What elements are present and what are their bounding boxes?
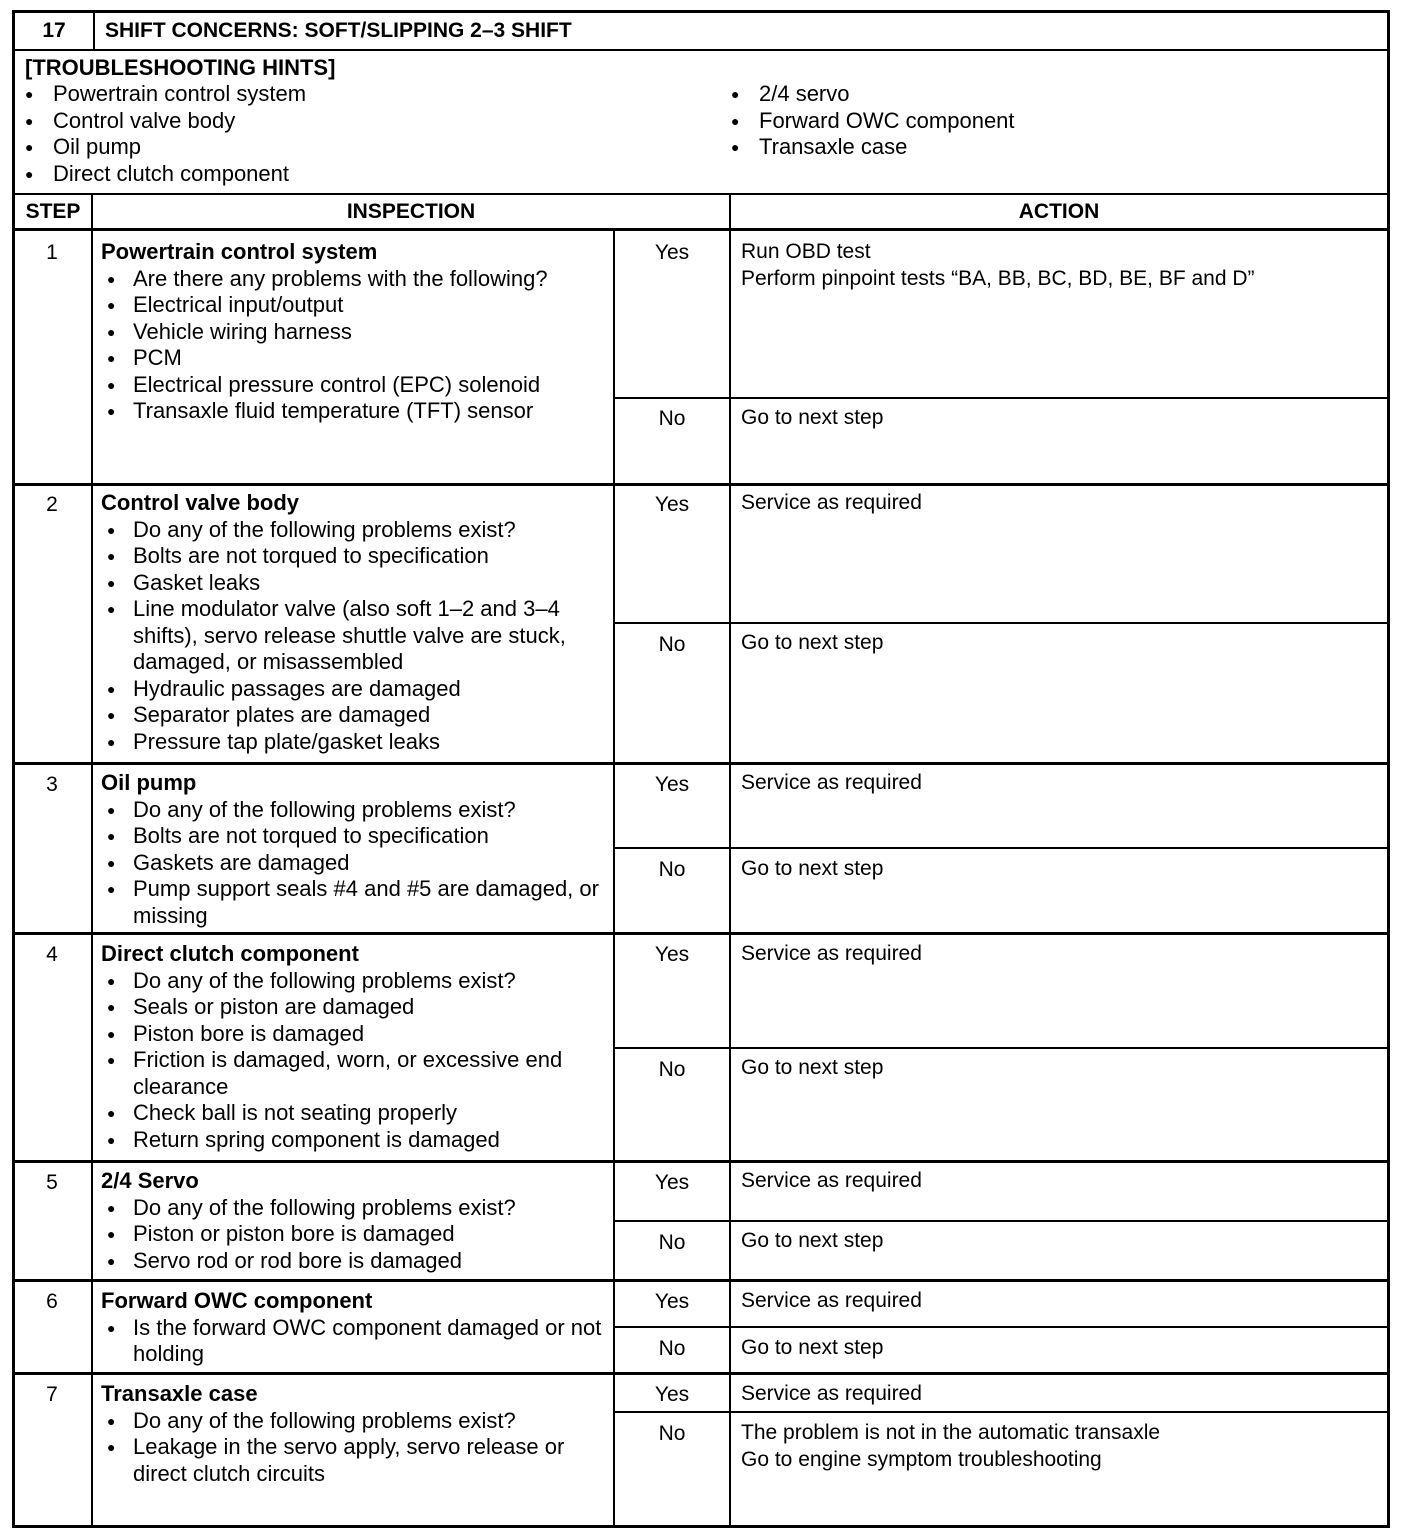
inspection-list [101,968,611,1154]
yes-no-divider [615,622,1387,624]
yes-no-divider [615,397,1387,399]
inspection-item: ● Servo rod or rod bore is damaged [101,1248,611,1275]
answer-yes: Yes [654,241,690,264]
action-yes [741,1288,922,1315]
inspection-item: ● Return spring component is damaged [101,1127,611,1154]
answer-yes: Yes [654,1171,690,1194]
answer-no: No [658,407,686,430]
inspection-item: ● Check ball is not seating properly [101,1100,611,1127]
action-no [741,1228,883,1255]
action-no [741,1335,883,1362]
answer-yes: Yes [654,493,690,516]
inspection-title: Forward OWC component [101,1288,373,1313]
answer-no: No [658,1058,686,1081]
concern-number: 17 [15,13,95,49]
answer-yes: Yes [654,943,690,966]
action-line: Go to engine symptom troubleshooting [741,1447,1102,1471]
action-line: Go to next step [741,1229,884,1252]
inspection-list [101,1408,611,1488]
step-inspection [101,941,611,1153]
action-yes [741,941,922,968]
inspection-item: ● Line modulator valve (also soft 1–2 and 3–4 shifts), servo release shuttle valve are stuck, damaged, or misassembled [101,596,611,676]
action-yes [741,770,922,797]
action-line: Service as required [741,1169,922,1192]
inspection-item: ● Piston or piston bore is damaged [101,1221,611,1248]
row-divider [15,932,1387,935]
hints-left-list [19,81,306,187]
inspection-item: ● Separator plates are damaged [101,702,611,729]
action-line: Go to next step [741,631,884,654]
action-line: Service as required [741,1382,922,1405]
action-yes [741,1381,922,1408]
inspection-list [101,266,613,425]
row-divider [15,1160,1387,1163]
inspection-list [101,517,611,756]
inspection-item: ● Is the forward OWC component damaged or not holding [101,1315,611,1368]
hint-item: ● 2/4 servo [725,81,1015,108]
step-inspection [101,1168,611,1274]
concern-title: SHIFT CONCERNS: SOFT/SLIPPING 2–3 SHIFT [105,19,572,42]
action-yes [741,239,1255,292]
step-inspection [101,1288,611,1368]
step-number: 5 [46,1171,58,1194]
yes-no-divider [615,1411,1387,1413]
inspection-item: ● Do any of the following problems exist? [101,1408,611,1435]
inspection-item: ● Bolts are not torqued to specification [101,823,611,850]
inspection-list [101,797,611,930]
action-no [741,630,883,657]
hint-item: ● Forward OWC component [725,108,1015,135]
inspection-item: ● Leakage in the servo apply, servo release or direct clutch circuits [101,1434,611,1487]
action-line: Service as required [741,942,922,965]
answer-yes: Yes [654,1290,690,1313]
inspection-item: ● Do any of the following problems exist? [101,968,611,995]
inspection-item: ● Electrical pressure control (EPC) solenoid [101,372,613,399]
inspection-title: Control valve body [101,490,300,515]
row-divider [15,483,1387,486]
inspection-item: ● PCM [101,345,613,372]
column-action-header: ACTION [731,193,1387,231]
inspection-item: ● Gaskets are damaged [101,850,611,877]
answer-column-divider [613,231,615,1525]
step-column-divider [91,193,93,1525]
step-inspection [101,770,611,929]
step-number: 7 [46,1383,58,1406]
hints-right-list [725,81,1015,161]
row-divider [15,1372,1387,1375]
answer-no: No [658,1422,686,1445]
inspection-item: ● Vehicle wiring harness [101,319,613,346]
action-no [741,405,883,432]
row-divider [15,762,1387,765]
action-line: Go to next step [741,1056,884,1079]
yes-no-divider [615,1326,1387,1328]
step-inspection [101,239,613,425]
action-yes [741,490,922,517]
action-line: Go to next step [741,857,884,880]
table-header [15,13,1387,51]
action-line: Perform pinpoint tests “BA, BB, BC, BD, BE, BF and D” [741,266,1255,290]
answer-no: No [658,858,686,881]
inspection-title: Powertrain control system [101,239,378,264]
inspection-item: ● Transaxle fluid temperature (TFT) sensor [101,398,613,425]
inspection-title: Direct clutch component [101,941,359,966]
inspection-item: ● Piston bore is damaged [101,1021,611,1048]
inspection-item: ● Hydraulic passages are damaged [101,676,611,703]
inspection-title: 2/4 Servo [101,1168,199,1193]
column-step-header: STEP [15,193,91,231]
step-inspection [101,1381,611,1487]
action-yes [741,1168,922,1195]
action-no [741,1420,1160,1473]
inspection-item: ● Do any of the following problems exist? [101,797,611,824]
inspection-item: ● Are there any problems with the following? [101,266,613,293]
hint-item: ● Direct clutch component [19,161,306,188]
step-number: 6 [46,1290,58,1313]
column-inspection-header: INSPECTION [93,193,729,231]
action-line: Service as required [741,1289,922,1312]
inspection-item: ● Electrical input/output [101,292,613,319]
inspection-list [101,1195,611,1275]
answer-no: No [658,1337,686,1360]
hint-item: ● Powertrain control system [19,81,306,108]
inspection-item: ● Seals or piston are damaged [101,994,611,1021]
inspection-list [101,1315,611,1368]
answer-no: No [658,1231,686,1254]
inspection-item: ● Pump support seals #4 and #5 are damaged, or missing [101,876,611,929]
action-no [741,856,883,883]
inspection-item: ● Do any of the following problems exist? [101,517,611,544]
inspection-item: ● Friction is damaged, worn, or excessive end clearance [101,1047,611,1100]
action-line: Go to next step [741,406,884,429]
action-line: The problem is not in the automatic transaxle [741,1421,1161,1444]
yes-no-divider [615,847,1387,849]
action-line: Run OBD test [741,240,871,263]
row-divider [15,1279,1387,1282]
inspection-item: ● Pressure tap plate/gasket leaks [101,729,611,756]
action-no [741,1055,883,1082]
yes-no-divider [615,1047,1387,1049]
inspection-title: Transaxle case [101,1381,258,1406]
step-number: 4 [46,943,58,966]
answer-yes: Yes [654,773,690,796]
hints-title: [TROUBLESHOOTING HINTS] [25,55,336,80]
inspection-item: ● Bolts are not torqued to specification [101,543,611,570]
yes-no-divider [615,1220,1387,1222]
step-number: 1 [46,241,58,264]
inspection-title: Oil pump [101,770,197,795]
step-inspection [101,490,611,755]
answer-yes: Yes [654,1383,690,1406]
inspection-item: ● Do any of the following problems exist? [101,1195,611,1222]
action-line: Service as required [741,771,922,794]
action-line: Go to next step [741,1336,884,1359]
step-number: 3 [46,773,58,796]
hint-item: ● Oil pump [19,134,306,161]
hint-item: ● Control valve body [19,108,306,135]
troubleshooting-hints [15,49,1387,195]
troubleshooting-table [12,10,1390,1528]
action-line: Service as required [741,491,922,514]
step-number: 2 [46,493,58,516]
hint-item: ● Transaxle case [725,134,1015,161]
answer-no: No [658,633,686,656]
inspection-item: ● Gasket leaks [101,570,611,597]
